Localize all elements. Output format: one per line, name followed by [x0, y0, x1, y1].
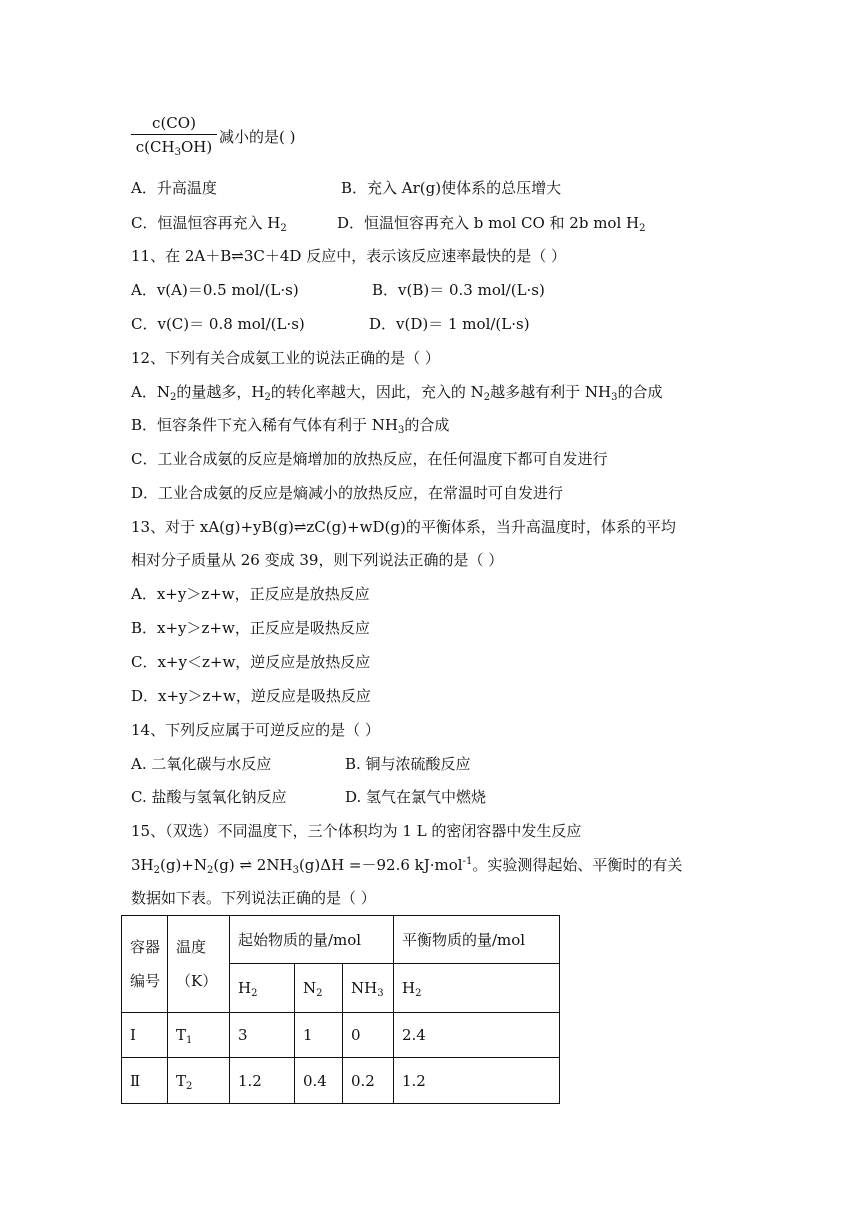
- reversible-arrow-icon: ⇌: [293, 518, 307, 536]
- q14-option-c: C. 盐酸与氢氧化钠反应: [131, 788, 287, 806]
- q12-option-a: A．$N_2$的量越多，$H_2$的转化率越大，因此，充入的 $N_2$越多越有利于 $NH_3$的合成: [131, 383, 663, 403]
- q13-option-d: D．x+y＞z+w，逆反应是吸热反应: [131, 687, 371, 705]
- q14-option-b: B. 铜与浓硫酸反应: [345, 755, 471, 773]
- header-temperature: 温度 （K）: [168, 916, 230, 1013]
- fraction-question-tail: 减小的是( ): [219, 128, 296, 146]
- subheader-nh3: $NH_3$: [343, 964, 394, 1013]
- q13-option-a: A．x+y＞z+w，正反应是放热反应: [131, 585, 370, 603]
- q12-option-d: D．工业合成氨的反应是熵减小的放热反应，在常温时可自发进行: [131, 484, 564, 502]
- cell-temp: $T_2$: [168, 1058, 230, 1104]
- cell-id: Ⅰ: [122, 1013, 168, 1058]
- cell-temp: $T_1$: [168, 1013, 230, 1058]
- cell-eq-h2: 2.4: [394, 1013, 560, 1058]
- q10-option-b: B．充入 Ar(g)使体系的总压增大: [341, 179, 562, 197]
- q12-stem: 12、下列有关合成氨工业的说法正确的是（ ）: [131, 349, 440, 367]
- q11-option-a: A．v(A)＝0.5 mol/(L·s): [131, 281, 299, 299]
- q15-stem: 15、（双选）不同温度下，三个体积均为 1 L 的密闭容器中发生反应: [131, 822, 582, 840]
- q12-option-b: B．恒容条件下充入稀有气体有利于 $NH_3$的合成: [131, 416, 450, 436]
- q15-equation-line: $3H_2(g)+N_2(g)$ ⇌ $2NH_3(g)\Delta H =-92.6$ kJ·mol$^{-1}$。实验测得起始、平衡时的有关: [131, 856, 683, 876]
- q14-option-a: A. 二氧化碳与水反应: [131, 755, 272, 773]
- cell-h2: 1.2: [230, 1058, 295, 1104]
- q13-option-c: C．x+y＜z+w，逆反应是放热反应: [131, 653, 371, 671]
- reversible-arrow-icon: ⇌: [239, 856, 253, 874]
- fraction-expression: [131, 112, 217, 159]
- data-table: [121, 915, 560, 1104]
- q14-option-d: D. 氢气在氯气中燃烧: [345, 788, 487, 806]
- q13-stem-line2: 相对分子质量从 26 变成 39，则下列说法正确的是（ ）: [131, 551, 504, 569]
- q14-stem: 14、下列反应属于可逆反应的是（ ）: [131, 721, 380, 739]
- cell-id: Ⅱ: [122, 1058, 168, 1104]
- q11-stem: 11、在 2A＋B⇌3C＋4D 反应中，表示该反应速率最快的是（ ）: [131, 247, 566, 265]
- cell-n2: 1: [295, 1013, 343, 1058]
- subheader-eq-h2: $H_2$: [394, 964, 560, 1013]
- cell-nh3: 0.2: [343, 1058, 394, 1104]
- subheader-n2: $N_2$: [295, 964, 343, 1013]
- fraction-numerator: c(CO): [131, 112, 217, 135]
- cell-n2: 0.4: [295, 1058, 343, 1104]
- header-container-id: 容器 编号: [122, 916, 168, 1013]
- subheader-h2: $H_2$: [230, 964, 295, 1013]
- cell-nh3: 0: [343, 1013, 394, 1058]
- table-row: [122, 1058, 560, 1104]
- fraction-denominator: $c(CH_3OH)$: [135, 138, 213, 158]
- header-initial-amount: 起始物质的量/mol: [230, 916, 394, 964]
- q13-option-b: B．x+y＞z+w，正反应是吸热反应: [131, 619, 370, 637]
- cell-eq-h2: 1.2: [394, 1058, 560, 1104]
- reversible-arrow-icon: ⇌: [231, 247, 244, 265]
- cell-h2: 3: [230, 1013, 295, 1058]
- q10-option-d: D．恒温恒容再充入 b mol CO 和 2b mol $H_2$: [337, 214, 646, 234]
- header-equilibrium-amount: 平衡物质的量/mol: [394, 916, 560, 964]
- table-row: [122, 1013, 560, 1058]
- q13-stem: 13、对于 xA(g)+yB(g)⇌zC(g)+wD(g)的平衡体系，当升高温度时，体系的平均: [131, 518, 676, 536]
- q10-option-c: C．恒温恒容再充入 $H_2$: [131, 214, 287, 234]
- q11-option-b: B．v(B)＝ 0.3 mol/(L·s): [372, 281, 545, 299]
- q12-option-c: C．工业合成氨的反应是熵增加的放热反应，在任何温度下都可自发进行: [131, 450, 608, 468]
- q15-stem-line3: 数据如下表。下列说法正确的是（ ）: [131, 889, 376, 907]
- q10-option-a: A．升高温度: [131, 179, 217, 197]
- q11-option-c: C．v(C)＝ 0.8 mol/(L·s): [131, 315, 305, 333]
- q11-option-d: D．v(D)＝ 1 mol/(L·s): [369, 315, 530, 333]
